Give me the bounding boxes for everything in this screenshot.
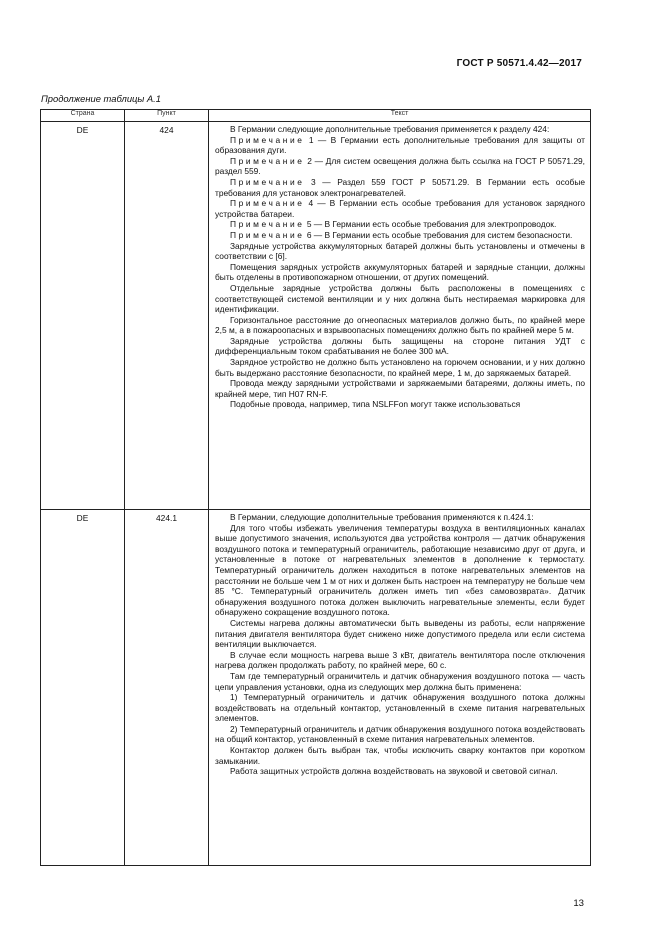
note-label: Примечание bbox=[230, 229, 305, 240]
annex-table bbox=[40, 109, 591, 866]
note-text: 4 — В Германии есть особые требования для установок зарядного устройства батареи. bbox=[215, 198, 586, 219]
note-paragraph bbox=[215, 198, 585, 219]
cell-clause: 424 bbox=[125, 122, 209, 510]
header-country: Страна bbox=[41, 110, 125, 122]
document-code: ГОСТ Р 50571.4.42—2017 bbox=[456, 58, 582, 69]
paragraph: В случае если мощность нагрева выше 3 кВт, двигатель вентилятора после отключения нагрева должен продолжать работу, по крайней мере, 60 с. bbox=[215, 649, 585, 671]
paragraph: Подобные провода, например, типа NSLFFon могут также использоваться bbox=[230, 399, 521, 410]
paragraph: Отдельные зарядные устройства должны быть расположены в помещениях с соответствующей системой вентиляции и у них должна быть нестираемая маркировка для идентификации. bbox=[215, 282, 585, 315]
note-text: 5 — В Германии есть особые требования для электропроводок. bbox=[306, 219, 557, 230]
cell-country: DE bbox=[41, 510, 125, 866]
paragraph: Системы нагрева должны автоматически быть выведены из работы, если напряжение питания двигателя вентилятора будет снижено ниже допустимого предела или если система вентиляции выключается. bbox=[215, 617, 585, 650]
paragraph: Помещения зарядных устройств аккумуляторных батарей и зарядные станции, должны быть отделены в противопожарном отношении, от других помещений. bbox=[215, 261, 585, 283]
cell-clause: 424.1 bbox=[125, 510, 209, 866]
paragraph: Провода между зарядными устройствами и заряжаемыми батареями, должны иметь, по крайней мере, тип H07 RN-F. bbox=[215, 378, 585, 399]
table-caption: Продолжение таблицы А.1 bbox=[41, 93, 161, 104]
note-paragraph bbox=[215, 177, 585, 198]
paragraph: Зарядные устройства аккумуляторных батарей должны быть установлены и отмечены в соответствии с [6]. bbox=[215, 240, 585, 262]
note-paragraph bbox=[215, 219, 585, 230]
note-paragraph bbox=[215, 135, 585, 156]
paragraph: В Германии следующие дополнительные требования применяется к разделу 424: bbox=[230, 124, 550, 134]
paragraph: Контактор должен быть выбран так, чтобы исключить сварку контактов при коротком замыкании. bbox=[215, 745, 585, 766]
paragraph: Там где температурный ограничитель и датчик обнаружения воздушного потока — часть цепи управления установки, одна из следующих мер должна быть применена: bbox=[215, 670, 585, 692]
paragraph: Для того чтобы избежать увеличения температуры воздуха в вентиляционных каналах выше допустимого значения, используются два устройства контроля — датчик обнаружения воздушного потока и температурный ограничитель, работающие независимо друг от друга, и установленные в потоке от нагревательных элементов в дополнение к термостату. Температурный ограничитель должен находиться в потоке нагревательных элементов на расстоянии не больше чем 1 м от них и должен быть настроен на температуру не больше чем 85 °С. Температурный ограничитель должен иметь тип «без самовозврата». Датчик обнаружения воздушного потока должен выключить нагревательные элементы, если будет обнаружено сокращение воздушного потока. bbox=[215, 522, 585, 618]
note-label: Примечание bbox=[230, 176, 305, 187]
table-row bbox=[41, 510, 591, 866]
note-paragraph bbox=[215, 230, 585, 241]
paragraph: Зарядные устройства должны быть защищены на стороне питания УДТ с дифференциальным током срабатывания не более 300 мА. bbox=[215, 335, 585, 357]
note-text: 6 — В Германии есть особые требования для систем безопасности. bbox=[306, 229, 573, 240]
note-label: Примечание bbox=[230, 198, 305, 209]
header-text: Текст bbox=[209, 110, 591, 122]
cell-text bbox=[209, 510, 591, 866]
table-header-row bbox=[41, 110, 591, 122]
page-number: 13 bbox=[573, 898, 584, 909]
cell-country: DE bbox=[41, 122, 125, 510]
table-row bbox=[41, 122, 591, 510]
paragraph: 2) Температурный ограничитель и датчик обнаружения воздушного потока воздействовать на общий контактор, установленный в схеме питания нагревательных элементов. bbox=[215, 723, 585, 745]
note-label: Примечание bbox=[230, 155, 305, 166]
cell-text bbox=[209, 122, 591, 510]
note-text: 3 — Раздел 559 ГОСТ Р 50571.29. В Германии есть особые требования для установок электронагревателей. bbox=[215, 176, 585, 198]
note-text: 1 — В Германии есть дополнительные требования для защиты от образования дуги. bbox=[215, 134, 585, 156]
paragraph: Горизонтальное расстояние до огнеопасных материалов должно быть, по крайней мере 2,5 м, а в пожароопасных и взрывоопасных помещениях должно быть по крайней мере 5 м. bbox=[215, 314, 585, 336]
paragraph: В Германии, следующие дополнительные требования применяются к п.424.1: bbox=[230, 512, 534, 522]
header-clause: Пункт bbox=[125, 110, 209, 122]
paragraph: Работа защитных устройств должна воздействовать на звуковой и световой сигнал. bbox=[230, 766, 558, 777]
note-label: Примечание bbox=[230, 134, 305, 145]
note-paragraph bbox=[215, 156, 585, 177]
note-text: 2 — Для систем освещения должна быть ссылка на ГОСТ Р 50571.29, раздел 559. bbox=[215, 155, 586, 177]
paragraph: 1) Температурный ограничитель и датчик обнаружения воздушного потока должны воздействовать на отдельный контактор, установленный в схеме питания нагревательных элементов. bbox=[215, 692, 585, 724]
note-label: Примечание bbox=[230, 219, 305, 230]
paragraph: Зарядное устройство не должно быть установлено на горючем основании, и у них должно быть выдержано расстояние безопасности, по крайней мере, 1 м, до заряжаемых батарей. bbox=[215, 357, 585, 378]
